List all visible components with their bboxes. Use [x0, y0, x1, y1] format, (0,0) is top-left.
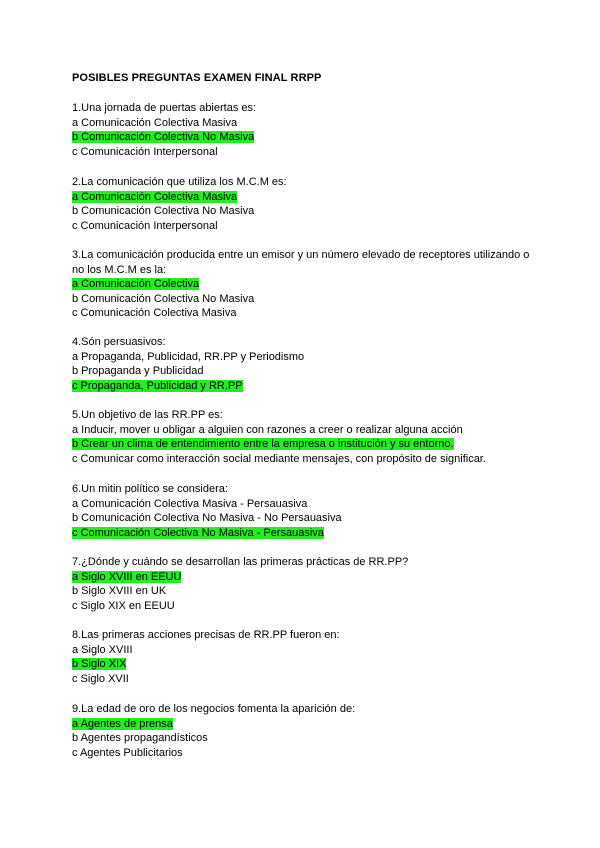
question-1 [72, 101, 542, 159]
question-3 [72, 248, 542, 321]
option-b: b Agentes propagandísticos [72, 732, 208, 745]
option-a-correct [72, 570, 542, 585]
answer-highlight: b Siglo XIX [72, 658, 127, 671]
answer-highlight: c Comunicación Colectiva No Masiva - Persauasiva [72, 526, 324, 539]
question-7 [72, 555, 542, 613]
option-a-correct [72, 277, 542, 292]
option-a: a Comunicación Colectiva Masiva - Persauasiva [72, 497, 308, 510]
document-title: POSIBLES PREGUNTAS EXAMEN FINAL RRPP [72, 72, 322, 84]
answer-highlight: a Siglo XVIII en EEUU [72, 570, 182, 583]
option-c: c Agentes Publicitarios [72, 746, 183, 759]
option-a: a Comunicación Colectiva Masiva [72, 116, 238, 129]
answer-highlight: c Propaganda, Publicidad y RR.PP [72, 379, 243, 392]
option-c-correct [72, 526, 542, 541]
option-c: c Comunicación Interpersonal [72, 219, 218, 232]
question-9 [72, 702, 542, 760]
option-a: a Inducir, mover u obligar a alguien con razones a creer o realizar alguna acción [72, 423, 463, 436]
question-text: 6.Un mitin político se considera: [72, 483, 228, 495]
question-8 [72, 628, 542, 686]
option-b: b Propaganda y Publicidad [72, 365, 204, 378]
question-text: 8.Las primeras acciones precisas de RR.PP fueron en: [72, 629, 340, 641]
option-a: a Siglo XVIII [72, 643, 133, 656]
option-b: b Comunicación Colectiva No Masiva - No Persauasiva [72, 512, 342, 525]
question-5 [72, 408, 542, 466]
answer-highlight: a Comunicación Colectiva Masiva [72, 190, 238, 203]
question-6 [72, 482, 542, 540]
option-b-correct [72, 657, 542, 672]
answer-highlight: b Crear un clima de entendimiento entre la empresa o institución y su entorno. [72, 438, 454, 451]
option-a-correct [72, 717, 542, 732]
question-text: 4.Són persuasivos: [72, 336, 166, 348]
question-text: 2.La comunicación que utiliza los M.C.M es: [72, 176, 287, 188]
option-b: b Comunicación Colectiva No Masiva [72, 292, 255, 305]
question-text: 9.La edad de oro de los negocios fomenta la aparición de: [72, 703, 356, 715]
option-b: b Siglo XVIII en UK [72, 585, 167, 598]
question-4 [72, 335, 542, 393]
option-a: a Propaganda, Publicidad, RR.PP y Periodismo [72, 350, 305, 363]
option-c: c Siglo XIX en EEUU [72, 599, 175, 612]
question-text: 1.Una jornada de puertas abiertas es: [72, 102, 257, 114]
option-c: c Comunicar como interacción social mediante mensajes, con propósito de significar. [72, 452, 486, 465]
option-b-correct [72, 130, 542, 145]
answer-highlight: a Agentes de prensa [72, 717, 173, 730]
question-text: 3.La comunicación producida entre un emisor y un número elevado de receptores utilizando o no los M.C.M es la: [72, 249, 530, 276]
answer-highlight: a Comunicación Colectiva [72, 278, 200, 291]
answer-highlight: b Comunicación Colectiva No Masiva [72, 131, 255, 144]
question-2 [72, 175, 542, 233]
question-text: 7.¿Dónde y cuándo se desarrollan las primeras prácticas de RR.PP? [72, 556, 409, 568]
option-b: b Comunicación Colectiva No Masiva [72, 205, 255, 218]
option-c-correct [72, 379, 542, 394]
option-c: c Siglo XVII [72, 672, 129, 685]
option-a-correct [72, 190, 542, 205]
option-c: c Comunicación Interpersonal [72, 145, 218, 158]
option-b-correct [72, 437, 542, 452]
option-c: c Comunicación Colectiva Masiva [72, 307, 237, 320]
question-text: 5.Un objetivo de las RR.PP es: [72, 409, 223, 421]
